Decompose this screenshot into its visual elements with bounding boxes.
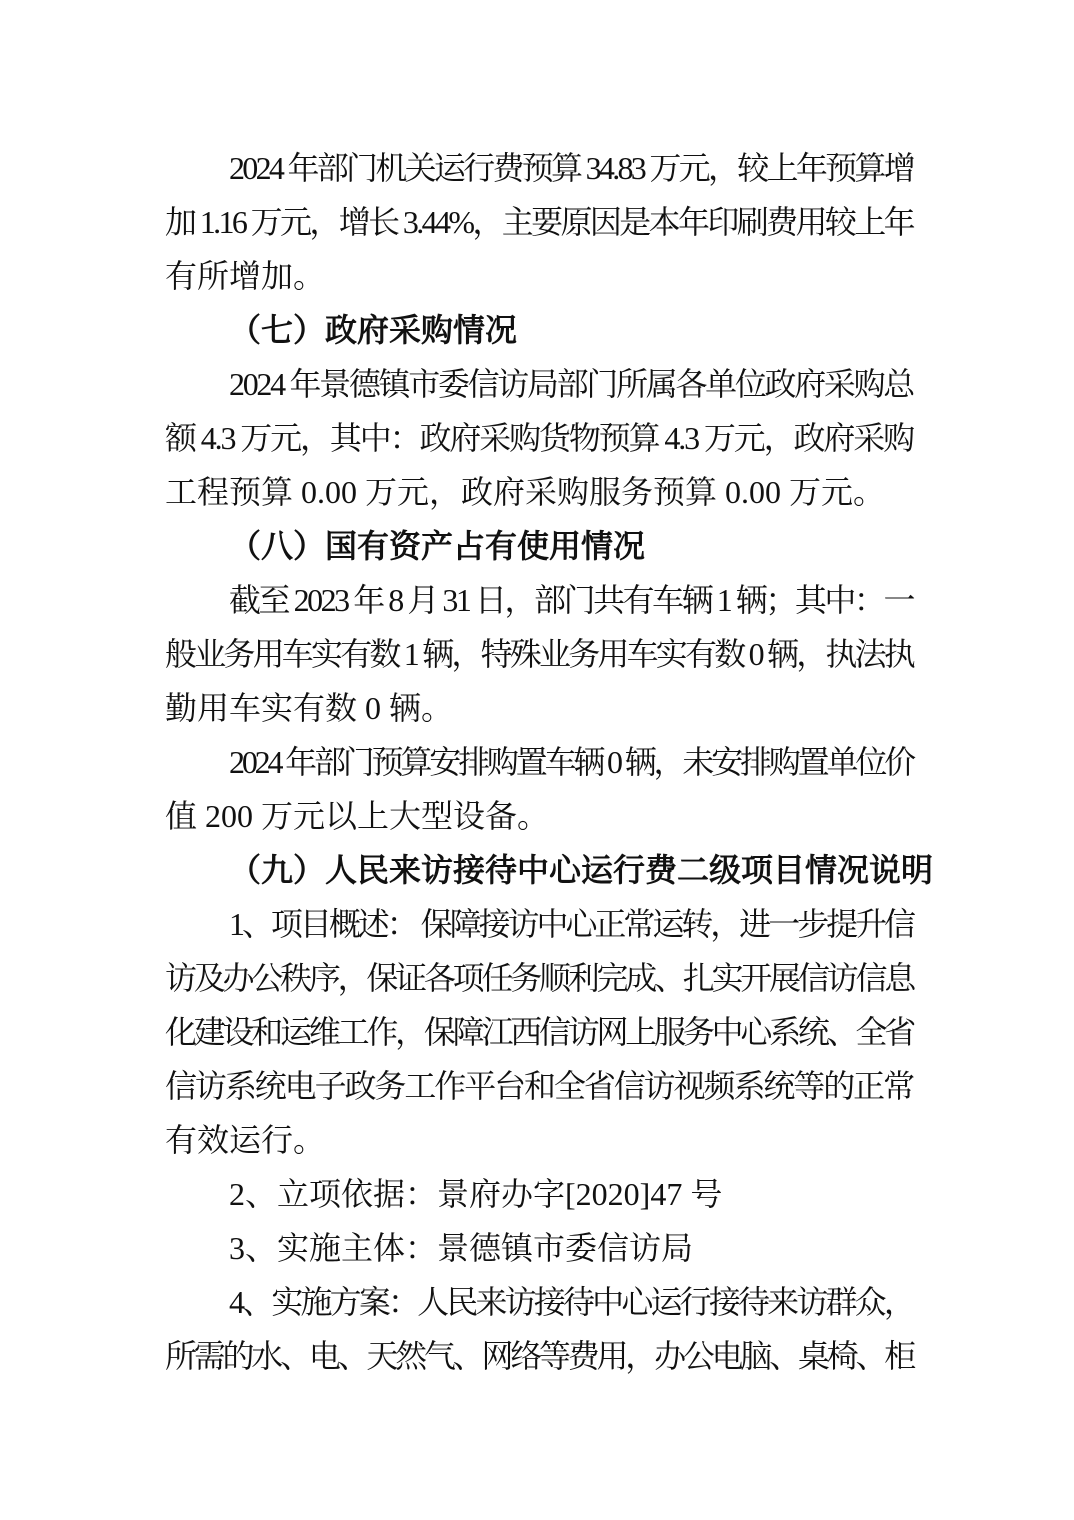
text-line (165, 465, 913, 519)
text-line-content: 加 1.16 万元，增长 3.44%，主要原因是本年印刷费用较上年 (165, 204, 913, 240)
text-line (165, 1005, 913, 1059)
text-line-content: （八）国有资产占有使用情况 (229, 528, 646, 564)
text-line (165, 951, 913, 1005)
text-line (165, 735, 913, 789)
text-line-content: 般业务用车实有数 1 辆，特殊业务用车实有数 0 辆，执法执 (165, 636, 913, 672)
text-line (165, 573, 913, 627)
text-line (165, 1329, 913, 1383)
text-line (165, 627, 913, 681)
text-line-content: 4、实施方案：人民来访接待中心运行接待来访群众， (229, 1284, 913, 1320)
text-line (165, 411, 913, 465)
text-line-content: 2024 年部门预算安排购置车辆 0 辆，未安排购置单位价 (229, 744, 913, 780)
text-line (165, 681, 913, 735)
text-line (165, 195, 913, 249)
text-line-content: 访及办公秩序，保证各项任务顺利完成、扎实开展信访信息 (165, 960, 913, 996)
text-line-content: 2、立项依据：景府办字[2020]47 号 (229, 1176, 723, 1212)
text-line-content: 有所增加。 (165, 258, 326, 294)
text-line (165, 1167, 913, 1221)
text-line (165, 249, 913, 303)
text-line (165, 1221, 913, 1275)
text-line-content: 化建设和运维工作，保障江西信访网上服务中心系统、全省 (165, 1014, 913, 1050)
text-line-content: （七）政府采购情况 (229, 312, 518, 348)
text-line-content: 截至 2023 年 8 月 31 日，部门共有车辆 1 辆；其中：一 (229, 582, 913, 618)
text-line-content: 信访系统电子政务工作平台和全省信访视频系统等的正常 (165, 1068, 913, 1104)
text-line-content: 额 4.3 万元，其中：政府采购货物预算 4.3 万元，政府采购 (165, 420, 913, 456)
text-line-content: 勤用车实有数 0 辆。 (165, 690, 454, 726)
text-line (165, 1275, 913, 1329)
text-line (165, 1113, 913, 1167)
document-text-block (165, 141, 934, 1383)
section-heading (165, 843, 934, 897)
text-line-content: （九）人民来访接待中心运行费二级项目情况说明 (229, 852, 934, 888)
text-line (165, 1059, 913, 1113)
text-line-content: 1、项目概述： 保障接访中心正常运转，进一步提升信 (229, 906, 913, 942)
text-line-content: 值 200 万元以上大型设备。 (165, 798, 550, 834)
text-line (165, 141, 913, 195)
text-line-content: 2024 年景德镇市委信访局部门所属各单位政府采购总 (229, 366, 913, 402)
section-heading (165, 519, 913, 573)
text-line-content: 工程预算 0.00 万元，政府采购服务预算 0.00 万元。 (165, 474, 886, 510)
text-line-content: 3、实施主体：景德镇市委信访局 (229, 1230, 694, 1266)
text-line (165, 357, 913, 411)
text-line (165, 897, 913, 951)
text-line-content: 有效运行。 (165, 1122, 326, 1158)
text-line (165, 789, 913, 843)
section-heading (165, 303, 913, 357)
text-line-content: 2024 年部门机关运行费预算 34.83 万元，较上年预算增 (229, 150, 913, 186)
text-line-content: 所需的水、电、天然气、网络等费用，办公电脑、桌椅、柜 (165, 1338, 913, 1374)
